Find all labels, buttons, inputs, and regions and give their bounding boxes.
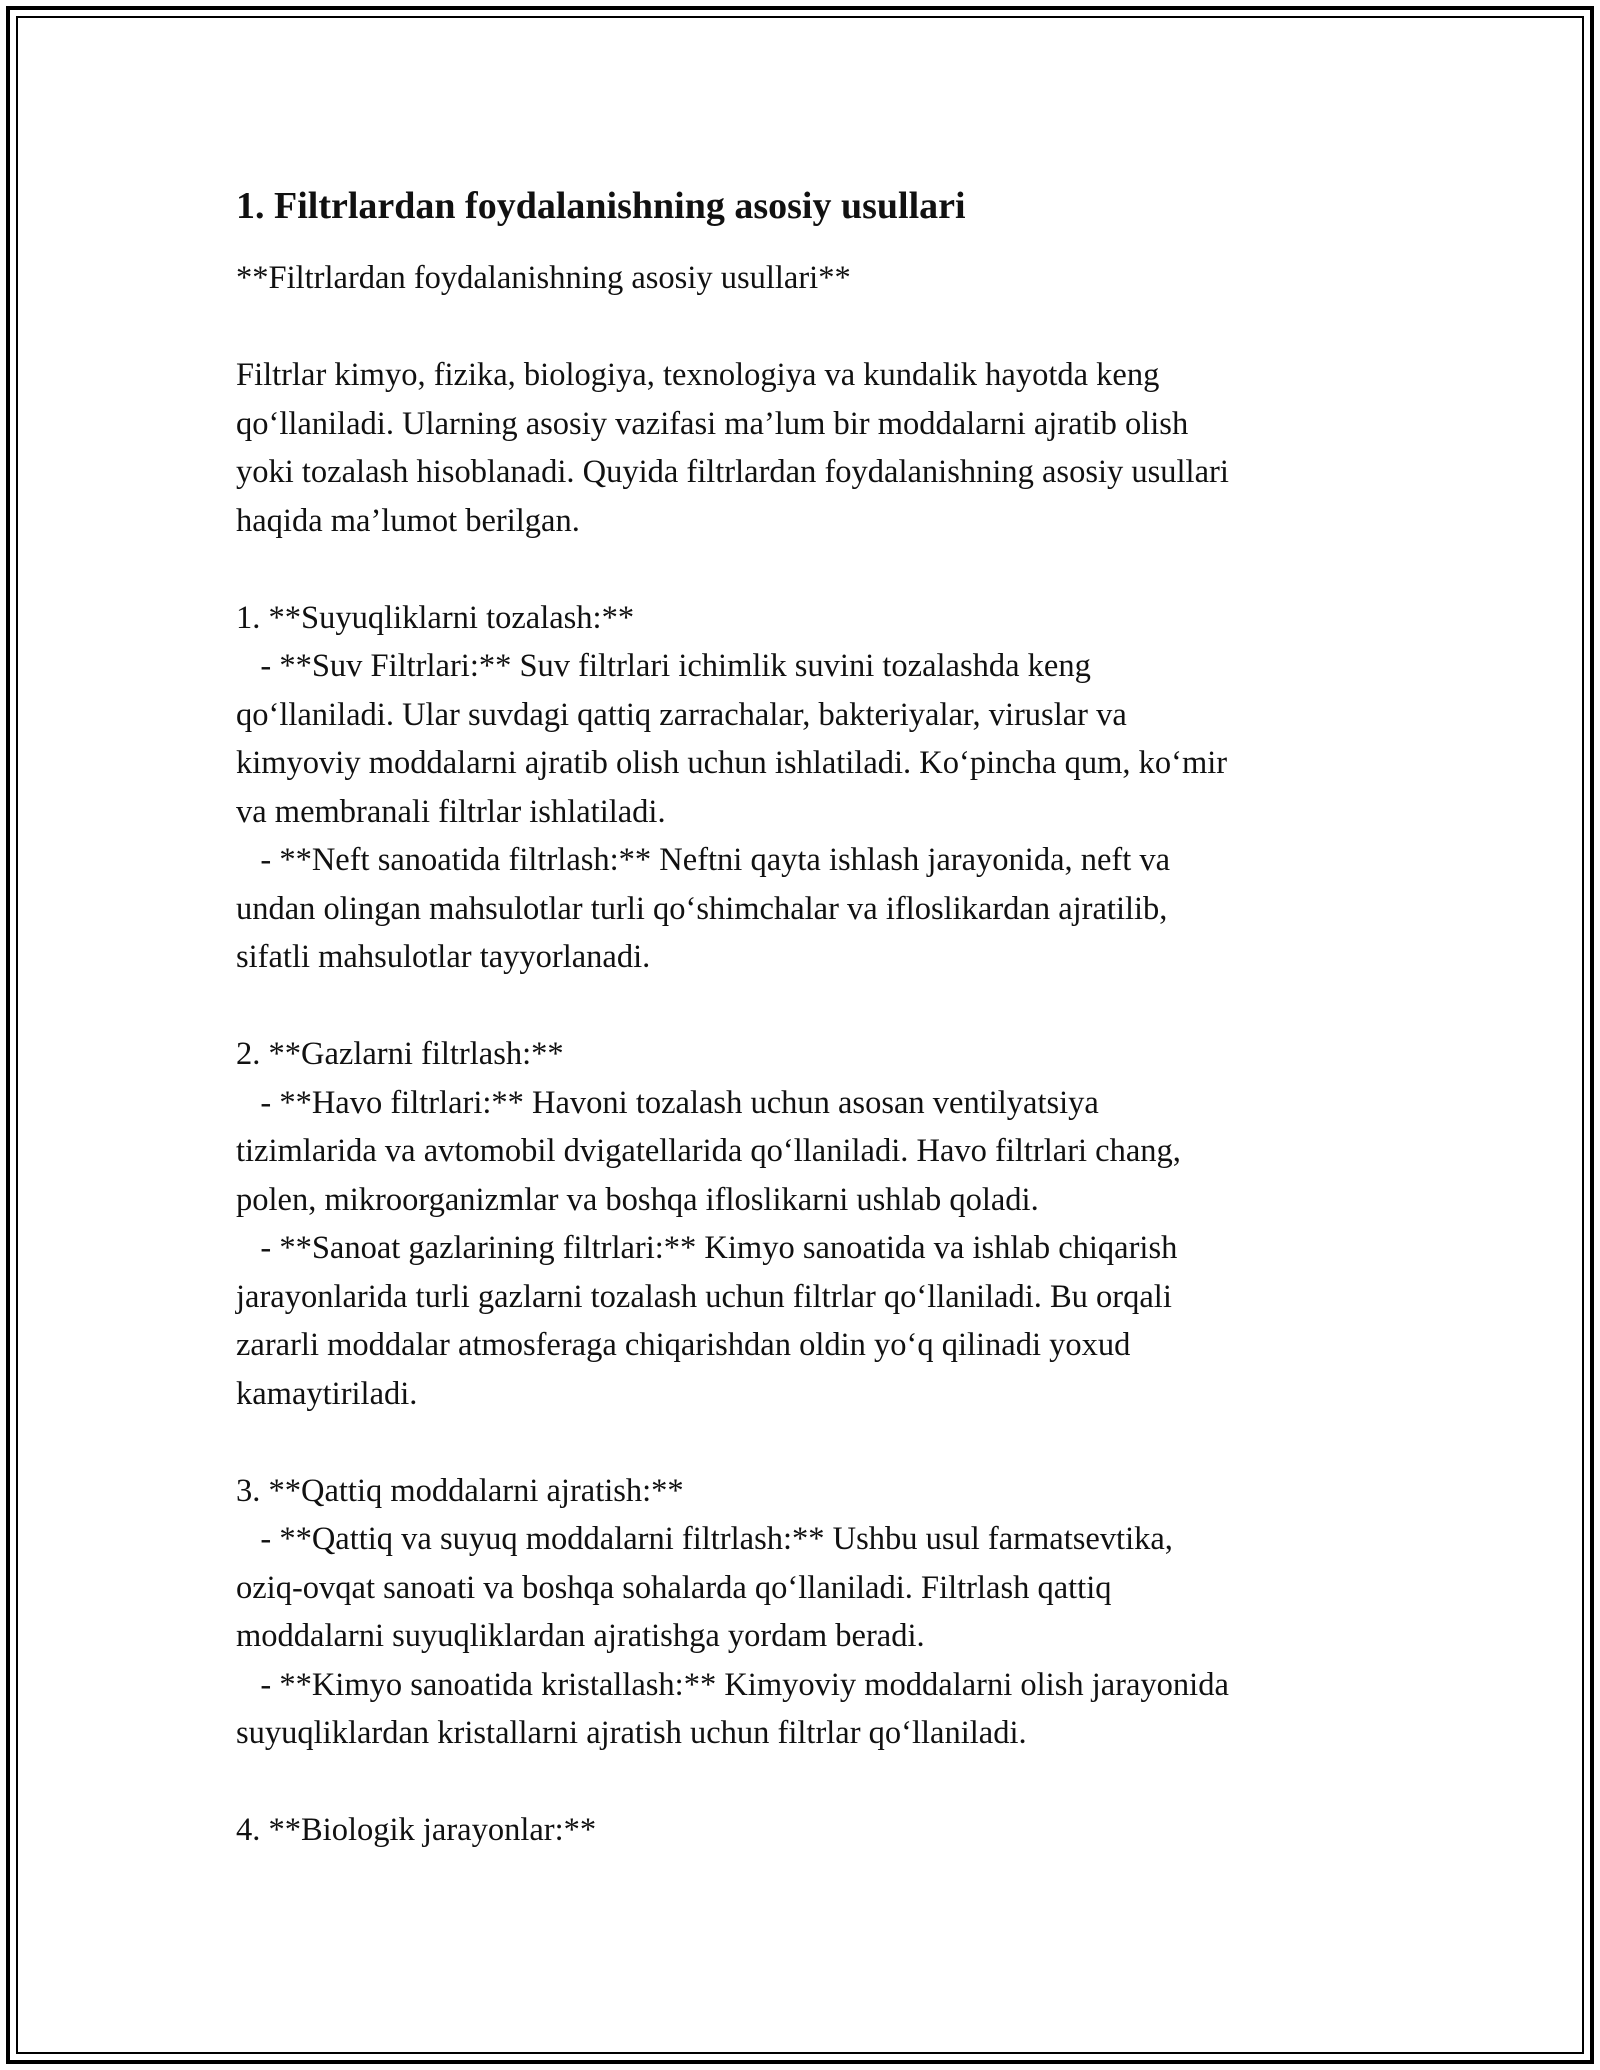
text-line: suyuqliklardan kristallarni ajratish uchun filtrlar qo‘llaniladi. bbox=[236, 1715, 1027, 1751]
blank-line bbox=[236, 1758, 1376, 1807]
text-line: 4. **Biologik jarayonlar:** bbox=[236, 1812, 597, 1848]
document-body bbox=[236, 182, 1376, 1855]
blank-line bbox=[236, 303, 1376, 352]
text-line: - **Neft sanoatida filtrlash:** Neftni qayta ishlash jarayonida, neft va bbox=[236, 842, 1171, 878]
text-line: zararli moddalar atmosferaga chiqarishdan oldin yo‘q qilinadi yoxud bbox=[236, 1327, 1131, 1363]
text-line: tizimlarida va avtomobil dvigatellarida qo‘llaniladi. Havo filtrlari chang, bbox=[236, 1133, 1181, 1169]
text-line: kamaytiriladi. bbox=[236, 1375, 418, 1412]
text-line: yoki tozalash hisoblanadi. Quyida filtrlardan foydalanishning asosiy usullari bbox=[236, 454, 1229, 490]
text-line: - **Qattiq va suyuq moddalarni filtrlash:** Ushbu usul farmatsevtika, bbox=[236, 1521, 1173, 1557]
text-line: **Filtrlardan foydalanishning asosiy usullari** bbox=[236, 260, 851, 296]
text-line: kimyoviy moddalarni ajratib olish uchun ishlatiladi. Ko‘pincha qum, ko‘mir bbox=[236, 745, 1228, 781]
text-line: - **Kimyo sanoatida kristallash:** Kimyoviy moddalarni olish jarayonida bbox=[236, 1666, 1229, 1703]
text-line: 1. **Suyuqliklarni tozalash:** bbox=[236, 599, 635, 636]
blank-line bbox=[236, 545, 1376, 594]
text-line: - **Suv Filtrlari:** Suv filtrlari ichimlik suvini tozalashda keng bbox=[236, 648, 1091, 684]
section-heading: 1. Filtrlardan foydalanishning asosiy usullari bbox=[236, 185, 966, 227]
blank-line bbox=[236, 1418, 1376, 1467]
text-line: jarayonlarida turli gazlarni tozalash uchun filtrlar qo‘llaniladi. Bu orqali bbox=[236, 1278, 1172, 1315]
text-line: haqida ma’lumot berilgan. bbox=[236, 502, 580, 539]
text-line: polen, mikroorganizmlar va boshqa ifloslikarni ushlab qoladi. bbox=[236, 1181, 1039, 1218]
text-line: qo‘llaniladi. Ularning asosiy vazifasi ma’lum bir moddalarni ajratib olish bbox=[236, 405, 1189, 442]
text-line: 3. **Qattiq moddalarni ajratish:** bbox=[236, 1472, 684, 1509]
text-lines bbox=[236, 254, 1376, 1855]
text-line: Filtrlar kimyo, fizika, biologiya, texnologiya va kundalik hayotda keng bbox=[236, 357, 1160, 393]
text-line: 2. **Gazlarni filtrlash:** bbox=[236, 1036, 564, 1072]
text-line: undan olingan mahsulotlar turli qo‘shimchalar va ifloslikardan ajratilib, bbox=[236, 890, 1168, 927]
blank-line bbox=[236, 982, 1376, 1031]
text-line: moddalarni suyuqliklardan ajratishga yordam beradi. bbox=[236, 1618, 925, 1654]
text-line: oziq-ovqat sanoati va boshqa sohalarda qo‘llaniladi. Filtrlash qattiq bbox=[236, 1569, 1112, 1606]
text-line: - **Sanoat gazlarining filtrlari:** Kimyo sanoatida va ishlab chiqarish bbox=[236, 1230, 1178, 1266]
text-line: qo‘llaniladi. Ular suvdagi qattiq zarrachalar, bakteriyalar, viruslar va bbox=[236, 696, 1127, 733]
text-line: va membranali filtrlar ishlatiladi. bbox=[236, 793, 666, 830]
text-line: sifatli mahsulotlar tayyorlanadi. bbox=[236, 939, 651, 975]
text-line: - **Havo filtrlari:** Havoni tozalash uchun asosan ventilyatsiya bbox=[236, 1084, 1099, 1121]
